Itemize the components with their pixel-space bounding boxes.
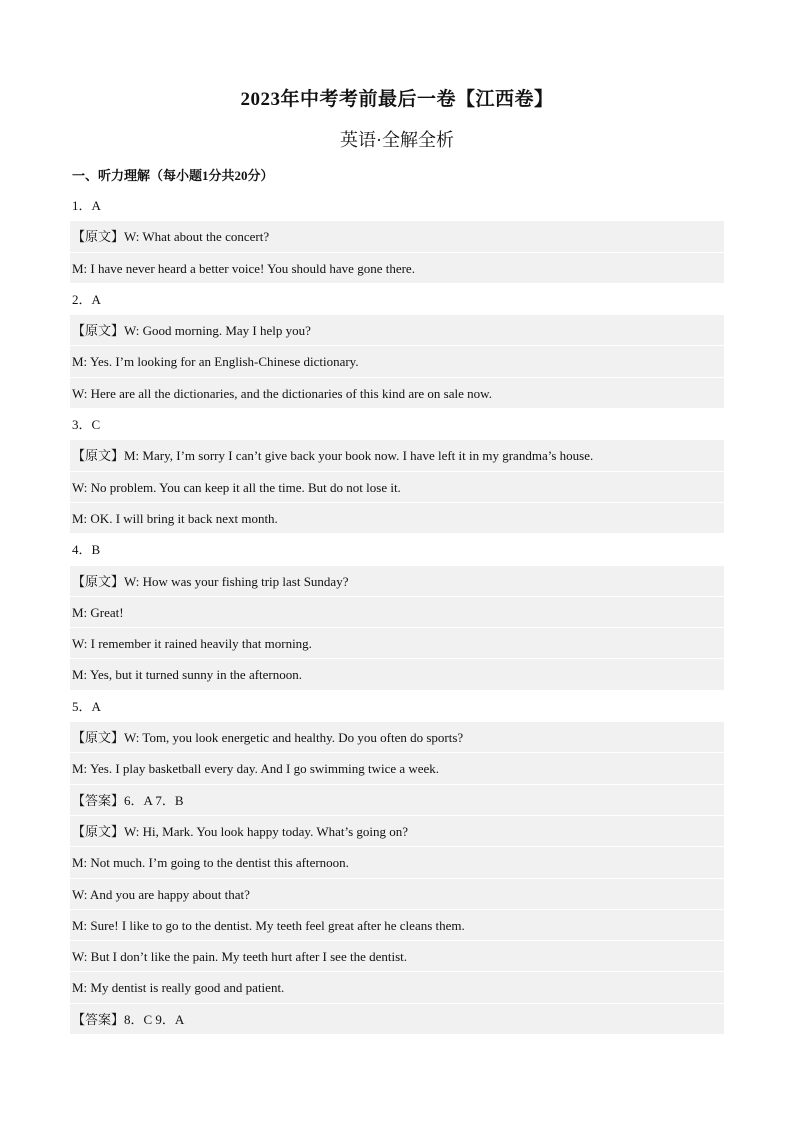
answer-line: 3．C [70,409,724,440]
transcript-line: W: And you are happy about that? [70,879,724,910]
transcript-line: M: Yes, but it turned sunny in the afternoon. [70,659,724,690]
transcript-line: W: No problem. You can keep it all the time. But do not lose it. [70,472,724,503]
transcript-line: 【原文】M: Mary, I’m sorry I can’t give back your book now. I have left it in my grandma’s house. [70,440,724,471]
transcript-line: 【原文】W: Tom, you look energetic and healthy. Do you often do sports? [70,722,724,753]
transcript-line: M: I have never heard a better voice! You should have gone there. [70,253,724,284]
transcript-line: M: OK. I will bring it back next month. [70,503,724,534]
transcript-line: 【答案】6．A 7．B [70,785,724,816]
answer-line: 1．A [70,190,724,221]
transcript-line: W: Here are all the dictionaries, and the dictionaries of this kind are on sale now. [70,378,724,409]
answer-line: 2．A [70,284,724,315]
transcript-line: M: Yes. I’m looking for an English-Chinese dictionary. [70,346,724,377]
transcript-line: M: My dentist is really good and patient. [70,972,724,1003]
page-subtitle: 英语·全解全析 [340,130,454,150]
page-title: 2023年中考考前最后一卷【江西卷】 [240,89,554,110]
answer-line: 5．A [70,691,724,722]
transcript-line: 【原文】W: How was your fishing trip last Sunday? [70,566,724,597]
transcript-line: M: Yes. I play basketball every day. And I go swimming twice a week. [70,753,724,784]
transcript-line: 【答案】8．C 9．A [70,1004,724,1035]
transcript-line: W: I remember it rained heavily that morning. [70,628,724,659]
transcript-line: 【原文】W: What about the concert? [70,221,724,252]
transcript-line: 【原文】W: Good morning. May I help you? [70,315,724,346]
section-heading: 一、听力理解（每小题1分共20分） [72,168,274,183]
transcript-line: 【原文】W: Hi, Mark. You look happy today. What’s going on? [70,816,724,847]
transcript-line: W: But I don’t like the pain. My teeth hurt after I see the dentist. [70,941,724,972]
transcript-line: M: Great! [70,597,724,628]
transcript-line: M: Sure! I like to go to the dentist. My teeth feel great after he cleans them. [70,910,724,941]
answer-content [70,190,724,1035]
transcript-line: M: Not much. I’m going to the dentist this afternoon. [70,847,724,878]
answer-line: 4．B [70,534,724,565]
